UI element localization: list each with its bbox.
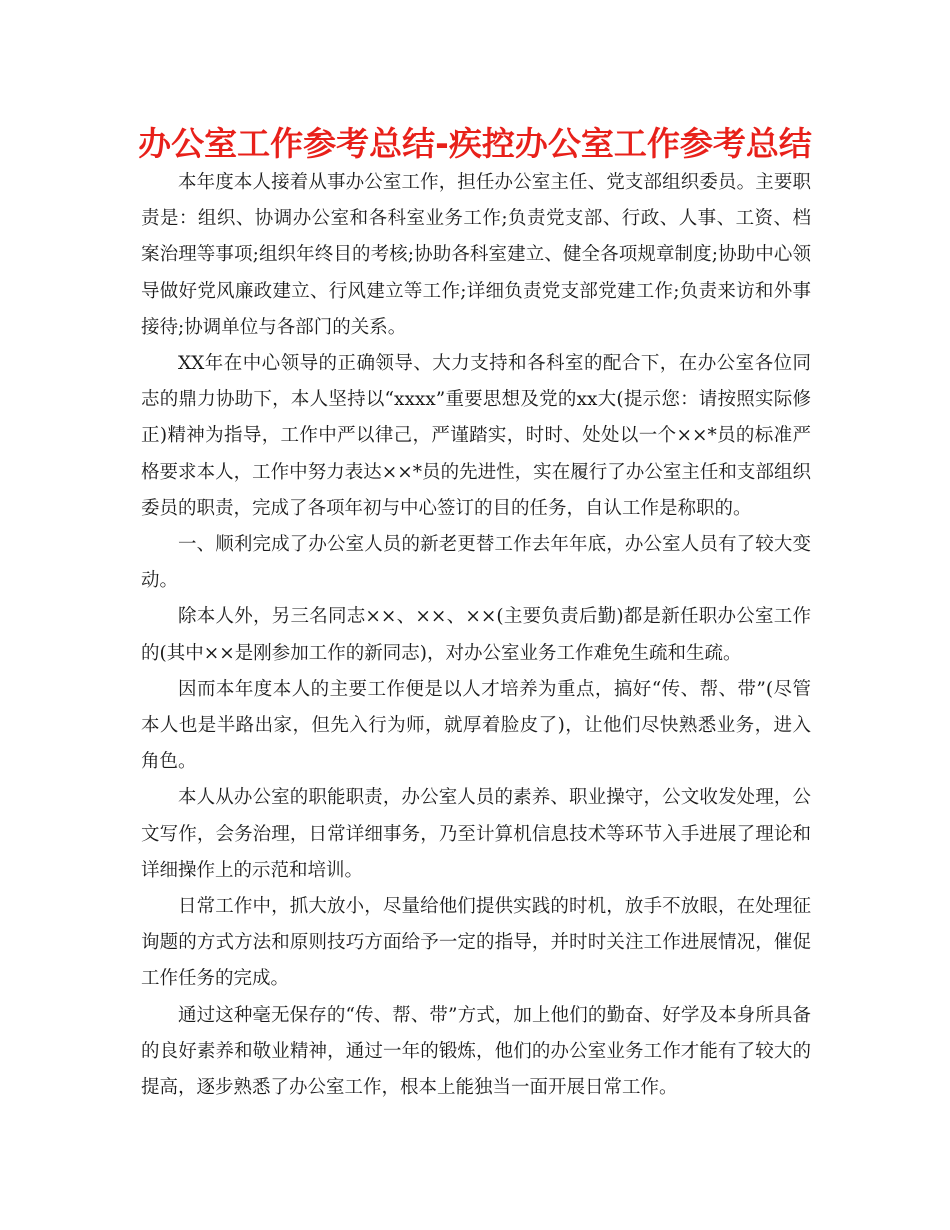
- paragraph-6: 本人从办公室的职能职责，办公室人员的素养、职业操守，公文收发处理，公文写作，会务治理，日常详细事务，乃至计算机信息技术等环节入手进展了理论和详细操作上的示范和培训。: [141, 787, 811, 881]
- paragraph-1: 本年度本人接着从事办公室工作，担任办公室主任、党支部组织委员。主要职责是：组织、协调办公室和各科室业务工作;负责党支部、行政、人事、工资、档案治理等事项;组织年终目的考核;协助各科室建立、健全各项规章制度;协助中心领导做好党风廉政建立、行风建立等工作;详细负责党支部党建工作;负责来访和外事接待;协调单位与各部门的关系。: [141, 172, 811, 338]
- paragraph-3: 一、顺利完成了办公室人员的新老更替工作去年年底，办公室人员有了较大变动。: [141, 534, 811, 592]
- paragraph-4: 除本人外，另三名同志××、××、××(主要负责后勤)都是新任职办公室工作的(其中××是刚参加工作的新同志)，对办公室业务工作难免生疏和生疏。: [141, 606, 811, 664]
- paragraph-2: XX年在中心领导的正确领导、大力支持和各科室的配合下，在办公室各位同志的鼎力协助下，本人坚持以“xxxx”重要思想及党的xx大(提示您：请按照实际修正)精神为指导，工作中严以律己，严谨踏实，时时、处处以一个××*员的标准严格要求本人，工作中努力表达××*员的先进性，实在履行了办公室主任和支部组织委员的职责，完成了各项年初与中心签订的目的任务，自认工作是称职的。: [141, 353, 811, 519]
- paragraph-8: 通过这种毫无保存的“传、帮、带”方式，加上他们的勤奋、好学及本身所具备的良好素养和敬业精神，通过一年的锻炼，他们的办公室业务工作才能有了较大的提高，逐步熟悉了办公室工作，根本上能独当一面开展日常工作。: [141, 1004, 811, 1099]
- document-title: 办公室工作参考总结-疾控办公室工作参考总结: [138, 124, 812, 163]
- paragraph-5: 因而本年度本人的主要工作便是以人才培养为重点，搞好“传、帮、带”(尽管本人也是半路出家，但先入行为师，就厚着脸皮了)，让他们尽快熟悉业务，进入角色。: [141, 678, 811, 773]
- paragraph-7: 日常工作中，抓大放小，尽量给他们提供实践的时机，放手不放眼，在处理征询题的方式方法和原则技巧方面给予一定的指导，并时时关注工作进展情况，催促工作任务的完成。: [141, 896, 811, 990]
- document-body: [141, 165, 811, 1106]
